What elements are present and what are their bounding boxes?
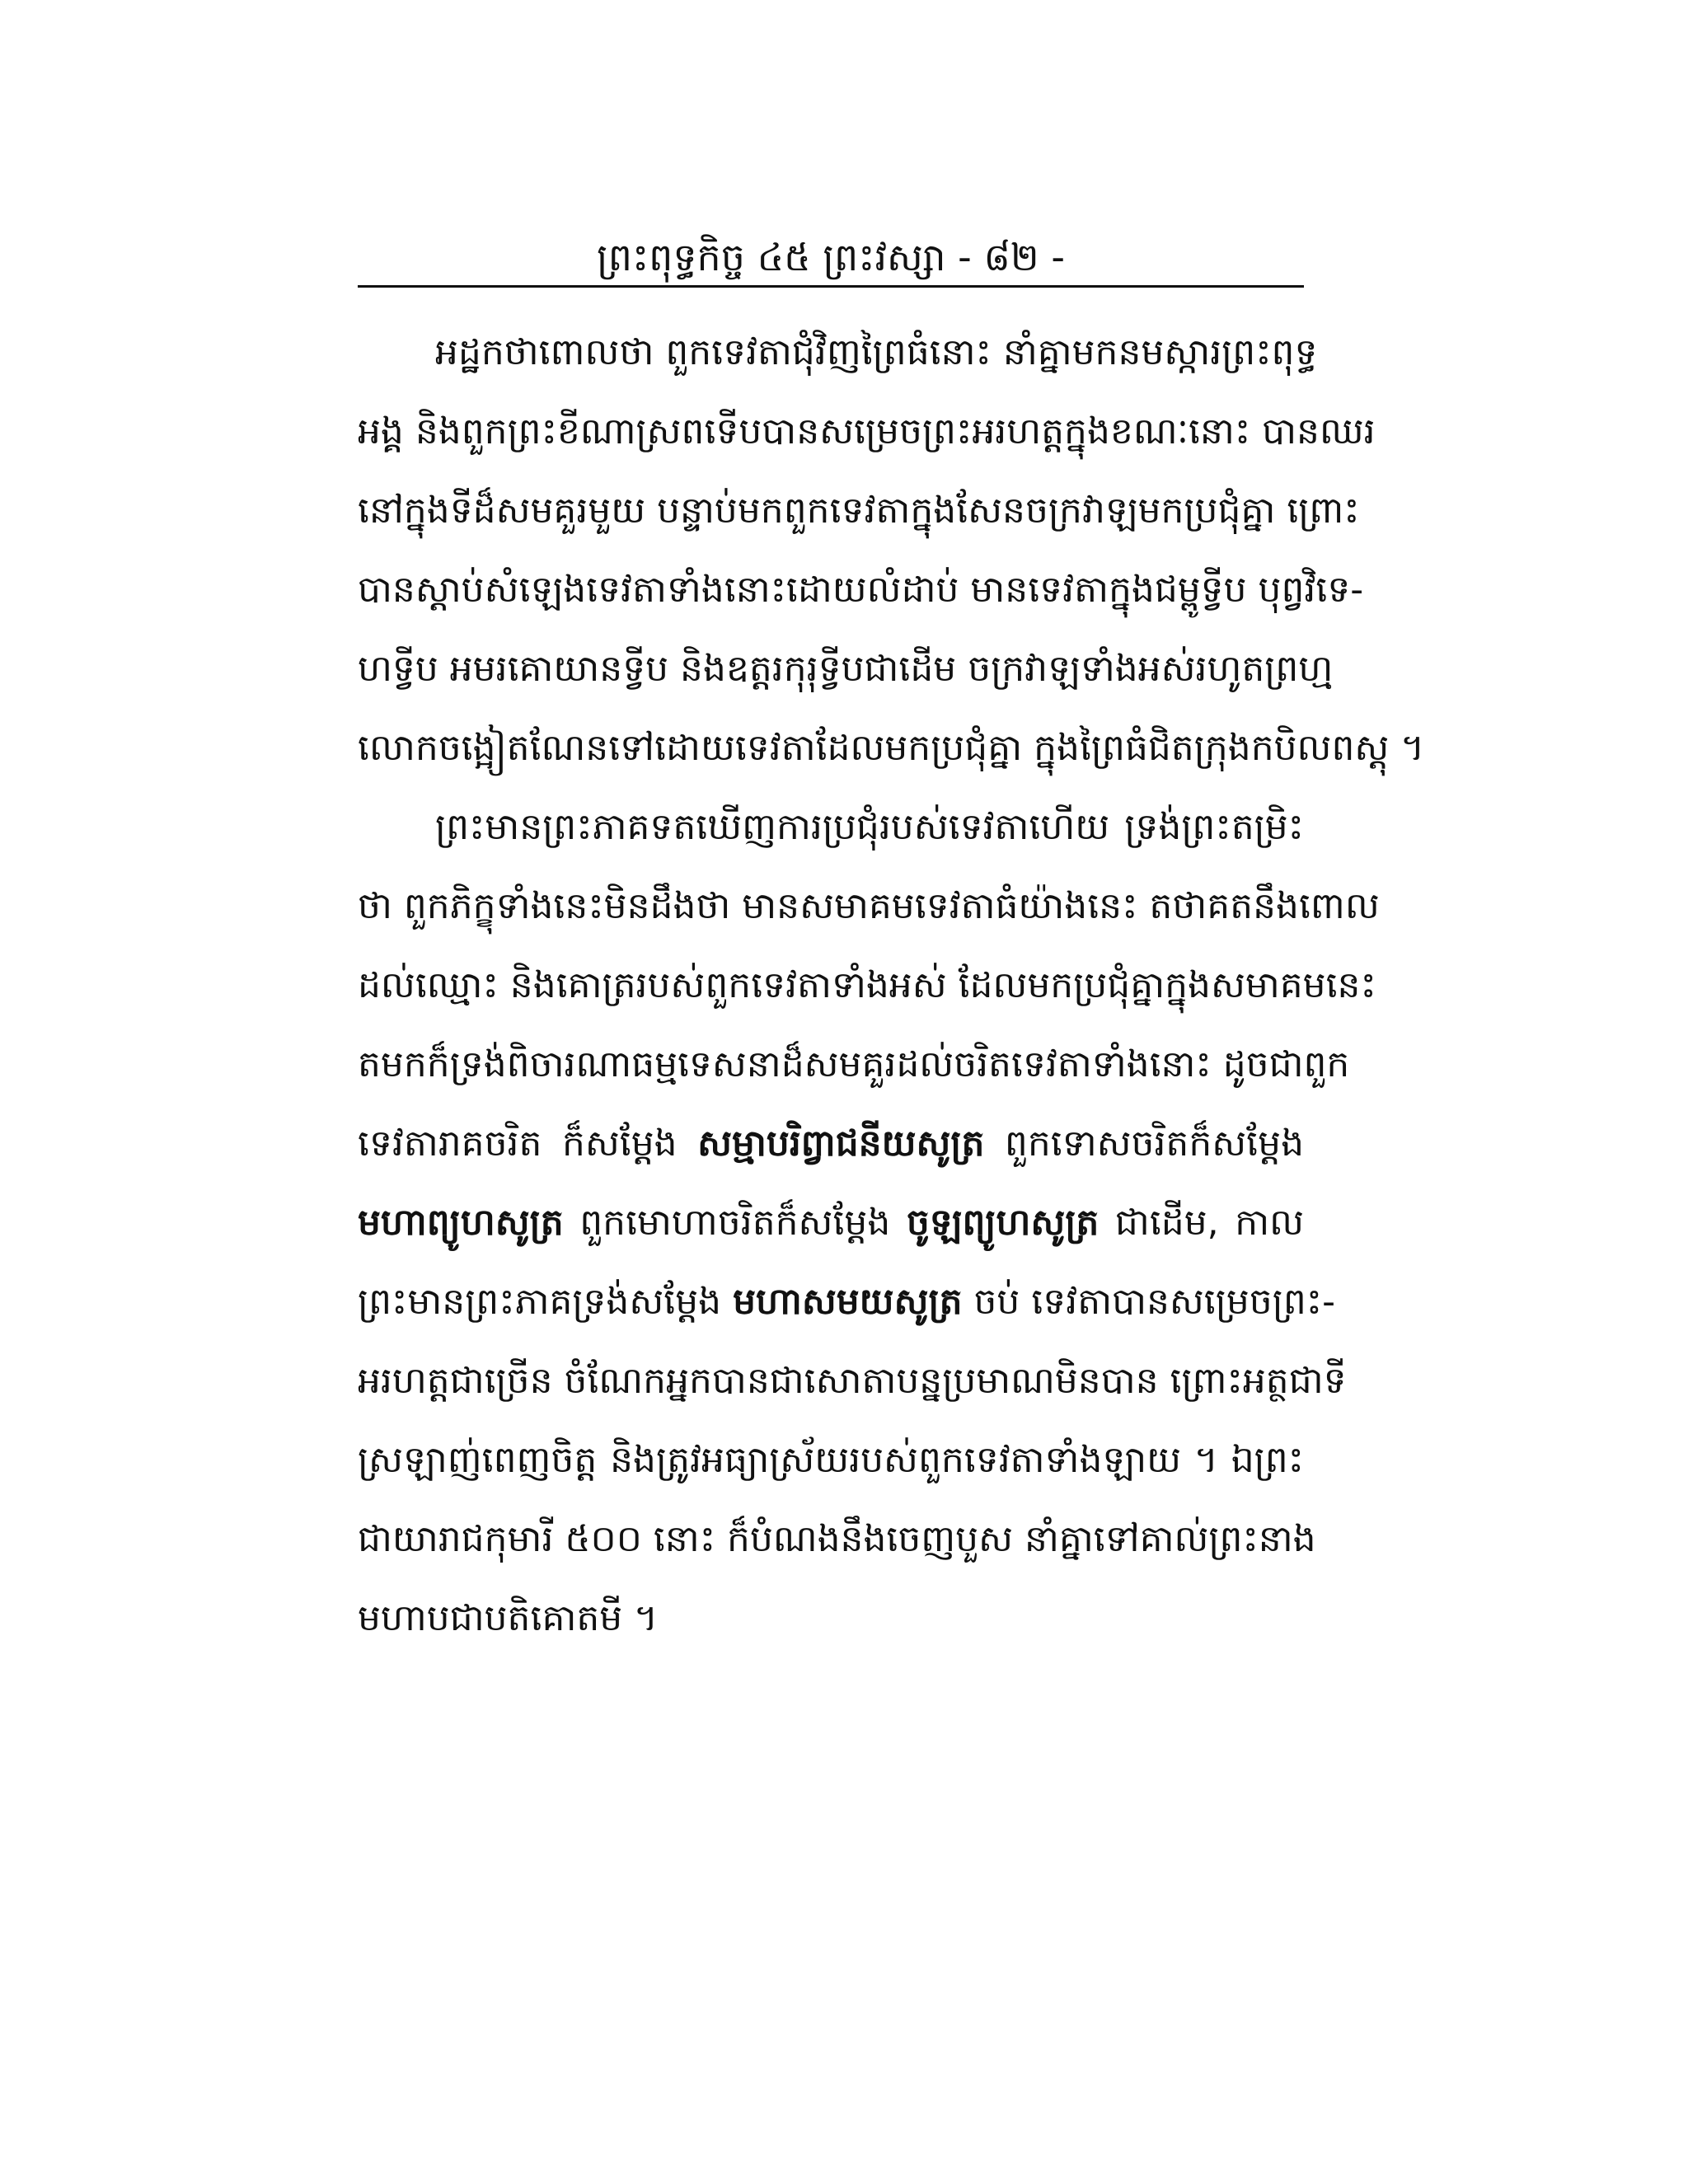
header-divider	[358, 285, 1304, 288]
text-line: ព្រះមានព្រះភាគទតឃើញការប្រជុំរបស់ទេវតាហើយ ទ្រង់ព្រះតម្រិះ	[435, 806, 1304, 848]
sutta-title: មហាព្យូហសូត្រ	[358, 1202, 564, 1244]
sutta-title: មហាសមយសូត្រ	[733, 1281, 963, 1323]
running-header: ព្រះពុទ្ធកិច្ច ៤៥ ព្រះវស្សា - ៨២ -	[597, 235, 1065, 279]
text-run: ព្រះមានព្រះភាគទ្រង់សម្តែង	[358, 1281, 734, 1323]
text-line: ហទ្វីប អមរគោយានទ្វីប និងឧត្តរកុរុទ្វីបជាដើម ចក្រវាឡទាំងអស់រហូតព្រហ្ម	[358, 648, 1334, 690]
text-line: អង្គ និងពួកព្រះខីណាស្រពទើបបានសម្រេចព្រះអរហត្តក្នុងខណៈនោះ បានឈរ	[358, 410, 1376, 452]
text-line: ថា ពួកភិក្ខុទាំងនេះមិនដឹងថា មានសមាគមទេវតាធំយ៉ាងនេះ តថាគតនឹងពោល	[358, 885, 1380, 927]
text-line	[358, 1183, 1304, 1263]
text-line: អដ្ឋកថាពោលថា ពួកទេវតាជុំវិញព្រៃធំនោះ នាំគ្នាមកនមស្ការព្រះពុទ្ធ	[435, 331, 1318, 373]
sutta-title: ចូឡព្យូហសូត្រ	[906, 1202, 1100, 1244]
text-line: ស្រឡាញ់ពេញចិត្ត និងត្រូវអធ្យាស្រ័យរបស់ពួកទេវតាទាំងឡាយ ។ ឯព្រះ	[358, 1439, 1304, 1481]
text-line: មហាបជាបតិគោតមី ។	[358, 1597, 659, 1639]
text-line	[358, 1104, 1304, 1183]
body-text	[358, 313, 1425, 1658]
text-run: ចប់ ទេវតាបានសម្រេចព្រះ-	[962, 1281, 1335, 1323]
text-run: ពួកទោសចរិតក៏សម្តែង	[984, 1122, 1304, 1165]
text-line: លោកចង្អៀតណែនទៅដោយទេវតាដែលមកប្រជុំគ្នា ក្នុងព្រៃធំជិតក្រុងកបិលពស្តុ ។	[358, 727, 1425, 769]
paragraph-1	[358, 313, 1425, 788]
text-line: បានស្តាប់សំឡេងទេវតាទាំងនោះដោយលំដាប់ មានទេវតាក្នុងជម្ពូទ្វីប បុព្វវិទេ-	[358, 569, 1364, 611]
text-line: ដល់ឈ្មោះ និងគោត្ររបស់ពួកទេវតាទាំងអស់ ដែលមកប្រជុំគ្នាក្នុងសមាគមនេះ	[358, 964, 1376, 1006]
text-line: អរហត្តជាច្រើន ចំណែកអ្នកបានជាសោតាបន្នប្រមាណមិនបាន ព្រោះអត្ថជាទី	[358, 1360, 1347, 1402]
sutta-title: សម្មាបរិព្វាជនីយសូត្រ	[697, 1122, 985, 1165]
text-line	[358, 1263, 1335, 1342]
text-line: ជាយារាជកុមារី ៥០០ នោះ ក៏បំណងនឹងចេញបួស នាំគ្នាទៅគាល់ព្រះនាង	[358, 1518, 1316, 1560]
text-run: ទេវតារាគចរិត ក៏សម្តែង	[358, 1122, 698, 1165]
text-line: តមកក៏ទ្រង់ពិចារណាធម្មទេសនាដ៏សមគួរដល់ចរិតទេវតាទាំងនោះ ដូចជាពួក	[358, 1043, 1350, 1085]
text-run: ពួកមោហាចរិតក៏សម្តែង	[563, 1202, 907, 1244]
text-run: ជាដើម, កាល	[1099, 1202, 1304, 1244]
paragraph-2	[358, 788, 1380, 1658]
text-line: នៅក្នុងទីដ៏សមគួរមួយ បន្ទាប់មកពួកទេវតាក្នុងសែនចក្រវាឡមកប្រជុំគ្នា ព្រោះ	[358, 490, 1360, 532]
